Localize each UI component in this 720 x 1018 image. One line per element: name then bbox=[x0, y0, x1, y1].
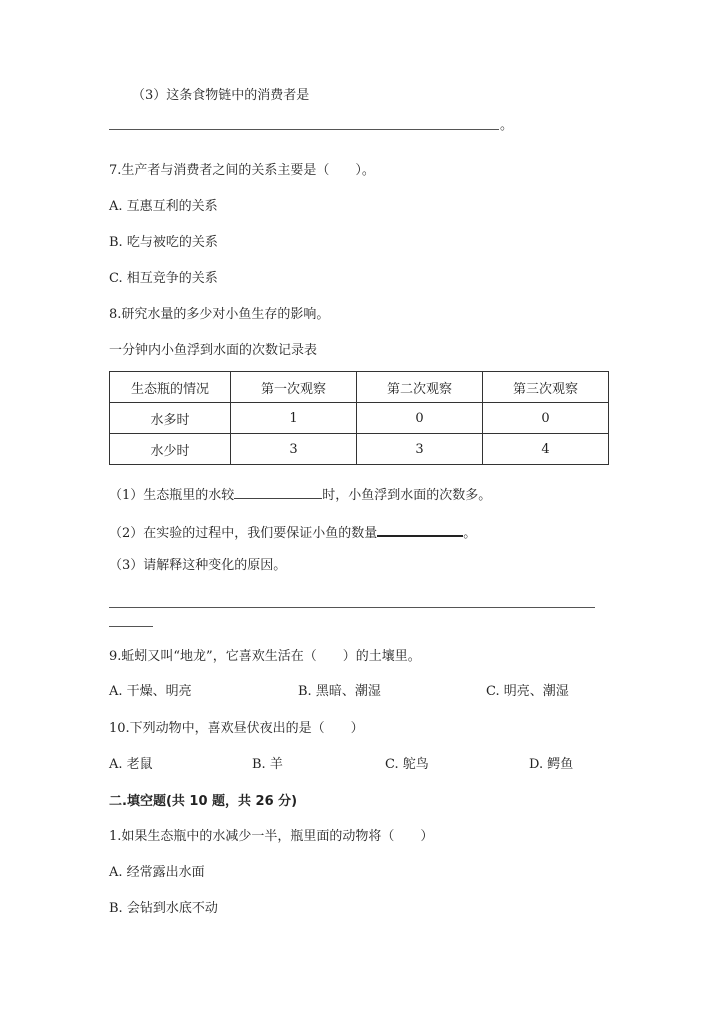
table-header-cell: 第一次观察 bbox=[231, 372, 357, 403]
table-cell: 0 bbox=[483, 403, 609, 434]
q8-part1-blank[interactable] bbox=[234, 484, 322, 499]
table-header-row bbox=[110, 372, 609, 403]
table-header-cell: 生态瓶的情况 bbox=[110, 372, 231, 403]
q6-part3-answer-line[interactable] bbox=[109, 129, 499, 130]
q8-part2-blank[interactable] bbox=[377, 521, 463, 537]
q8-part1 bbox=[109, 484, 491, 505]
s2-q1-option-b[interactable]: B. 会钻到水底不动 bbox=[109, 901, 218, 916]
q8-part2-text-a: （2）在实验的过程中，我们要保证小鱼的数量 bbox=[109, 526, 378, 541]
section-2-heading: 二.填空题(共 10 题，共 26 分) bbox=[109, 794, 298, 809]
q8-stem: 8.研究水量的多少对小鱼生存的影响。 bbox=[109, 307, 330, 322]
q8-part3-answer-line-2[interactable] bbox=[109, 626, 153, 627]
q10-option-d[interactable]: D. 鳄鱼 bbox=[529, 757, 574, 772]
q8-part1-text-b: 时，小鱼浮到水面的次数多。 bbox=[322, 488, 492, 503]
table-cell: 水少时 bbox=[110, 434, 231, 465]
q8-table-title: 一分钟内小鱼浮到水面的次数记录表 bbox=[109, 343, 318, 358]
table-cell: 3 bbox=[357, 434, 483, 465]
q8-part2-text-b: 。 bbox=[463, 526, 477, 541]
q9-stem: 9.蚯蚓又叫“地龙”，它喜欢生活在（ ）的土壤里。 bbox=[109, 649, 421, 664]
table-cell: 1 bbox=[231, 403, 357, 434]
q7-option-b[interactable]: B. 吃与被吃的关系 bbox=[109, 235, 218, 250]
s2-q1-option-a[interactable]: A. 经常露出水面 bbox=[109, 865, 205, 880]
s2-q1-stem: 1.如果生态瓶中的水减少一半，瓶里面的动物将（ ） bbox=[109, 829, 434, 844]
table-cell: 4 bbox=[483, 434, 609, 465]
q8-part2 bbox=[109, 521, 476, 543]
q7-option-a[interactable]: A. 互惠互利的关系 bbox=[109, 199, 218, 214]
observation-table bbox=[109, 371, 609, 465]
q7-option-c[interactable]: C. 相互竞争的关系 bbox=[109, 271, 218, 286]
q8-part1-text-a: （1）生态瓶里的水较 bbox=[109, 488, 235, 503]
table-row bbox=[110, 403, 609, 434]
table-row bbox=[110, 434, 609, 465]
q8-part3: （3）请解释这种变化的原因。 bbox=[109, 558, 287, 573]
q8-part3-answer-line-1[interactable] bbox=[109, 607, 595, 608]
q9-option-a[interactable]: A. 干燥、明亮 bbox=[109, 684, 192, 699]
q7-stem: 7.生产者与消费者之间的关系主要是（ ）。 bbox=[109, 163, 375, 178]
table-cell: 3 bbox=[231, 434, 357, 465]
q6-part3-period: 。 bbox=[500, 118, 514, 133]
q9-option-c[interactable]: C. 明亮、潮湿 bbox=[486, 684, 569, 699]
table-cell: 0 bbox=[357, 403, 483, 434]
q10-option-a[interactable]: A. 老鼠 bbox=[109, 757, 153, 772]
table-header-cell: 第二次观察 bbox=[357, 372, 483, 403]
table-header-cell: 第三次观察 bbox=[483, 372, 609, 403]
table-cell: 水多时 bbox=[110, 403, 231, 434]
q10-option-b[interactable]: B. 羊 bbox=[252, 757, 283, 772]
q6-part3-text: （3）这条食物链中的消费者是 bbox=[132, 88, 310, 103]
q10-option-c[interactable]: C. 鸵鸟 bbox=[385, 757, 429, 772]
q9-option-b[interactable]: B. 黑暗、潮湿 bbox=[298, 684, 381, 699]
q10-stem: 10.下列动物中，喜欢昼伏夜出的是（ ） bbox=[109, 721, 364, 736]
